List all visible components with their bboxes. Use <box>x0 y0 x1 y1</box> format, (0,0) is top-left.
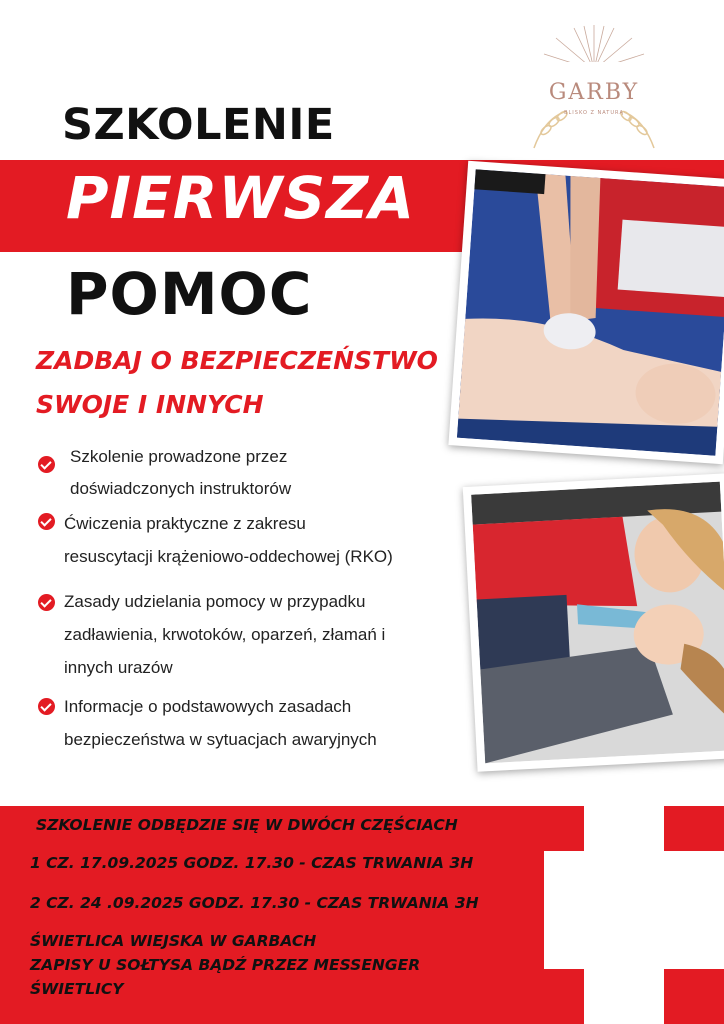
bullet-3-line-2: zadławienia, krwotoków, oparzeń, złamań i <box>64 625 386 644</box>
bullet-1-line-2: doświadczonych instruktorów <box>70 479 292 498</box>
check-circle-icon <box>38 698 55 715</box>
info-line-3: 2 CZ. 24 .09.2025 GODZ. 17.30 - CZAS TRWANIA 3H <box>30 894 479 912</box>
bullet-3-line-3: innych urazów <box>64 658 173 677</box>
bullet-2-line-2: resuscytacji krążeniowo-oddechowej (RKO) <box>64 547 393 566</box>
info-line-2: 1 CZ. 17.09.2025 GODZ. 17.30 - CZAS TRWANIA 3H <box>30 854 474 872</box>
title-pierwsza: PIERWSZA <box>66 164 416 232</box>
info-line-5: ZAPISY U SOŁTYSA BĄDŹ PRZEZ MESSENGER <box>30 956 421 974</box>
cpr-photo <box>448 161 724 464</box>
logo-name: GARBY <box>548 80 640 105</box>
info-line-4: ŚWIETLICA WIEJSKA W GARBACH <box>30 932 317 950</box>
recovery-photo-illustration <box>471 482 724 764</box>
info-line-1: SZKOLENIE ODBĘDZIE SIĘ W DWÓCH CZĘŚCIACH <box>36 816 458 834</box>
bullet-1-line-1: Szkolenie prowadzone przez <box>70 447 288 466</box>
recovery-photo <box>463 473 724 771</box>
cross-white-horizontal <box>544 851 724 969</box>
bullet-2-line-1: Ćwiczenia praktyczne z zakresu <box>64 514 306 533</box>
bullet-3-line-1: Zasady udzielania pomocy w przypadku <box>64 592 366 611</box>
title-szkolenie: SZKOLENIE <box>62 100 335 150</box>
title-pomoc: POMOC <box>66 260 313 328</box>
check-circle-icon <box>38 594 55 611</box>
slogan-line-2: SWOJE I INNYCH <box>36 390 264 419</box>
cpr-photo-illustration <box>457 169 724 455</box>
check-circle-icon <box>38 513 55 530</box>
cross-white-top <box>584 806 664 851</box>
bullet-4-line-1: Informacje o podstawowych zasadach <box>64 697 352 716</box>
info-line-6: ŚWIETLICY <box>30 980 124 998</box>
logo-tagline: BLISKO Z NATURĄ <box>564 110 624 116</box>
check-circle-icon <box>38 456 55 473</box>
slogan-line-1: ZADBAJ O BEZPIECZEŃSTWO <box>36 346 438 375</box>
bullet-4-line-2: bezpieczeństwa w sytuacjach awaryjnych <box>64 730 377 749</box>
